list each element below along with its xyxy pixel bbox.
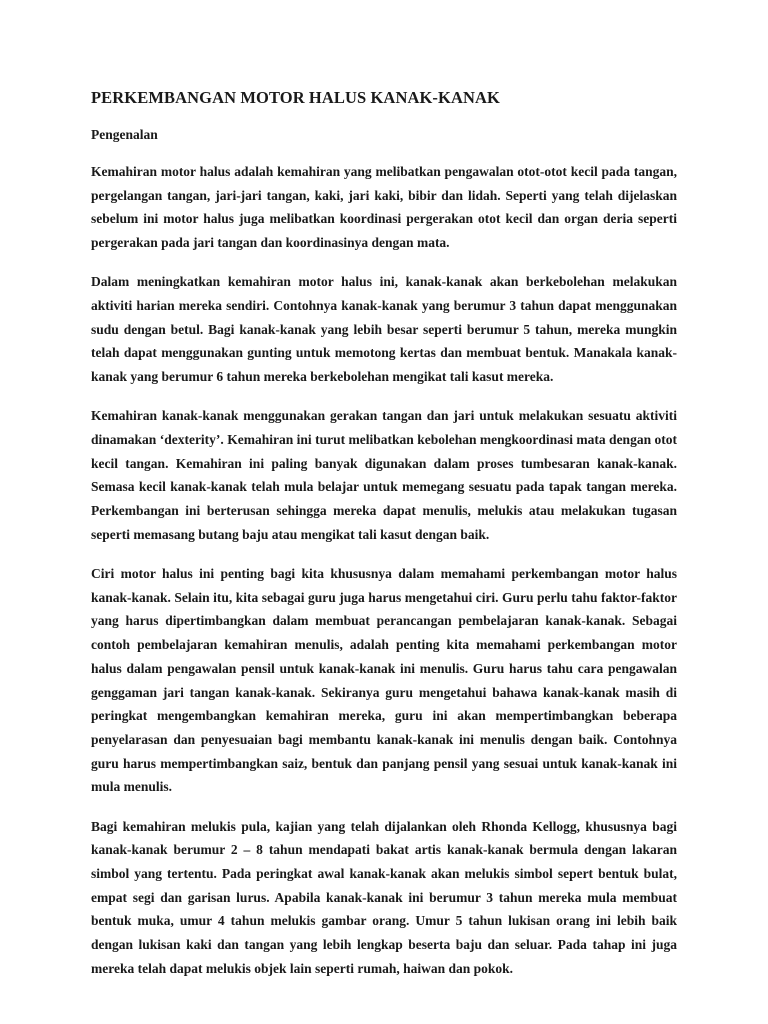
document-title: PERKEMBANGAN MOTOR HALUS KANAK-KANAK (91, 88, 500, 107)
paragraph-2: Dalam meningkatkan kemahiran motor halus ini, kanak-kanak akan berkebolehan melakukan aktiviti harian mereka sendiri. Contohnya kanak-kanak yang berumur 3 tahun dapat menggunakan sudu dengan betul. Bagi kanak-kanak yang lebih besar seperti berumur 5 tahun, mereka mungkin telah dapat menggunakan gunting untuk memotong kertas dan membuat bentuk. Manakala kanak-kanak yang berumur 6 tahun mereka berkebolehan mengikat tali kasut mereka. (91, 274, 677, 385)
paragraph-3: Kemahiran kanak-kanak menggunakan gerakan tangan dan jari untuk melakukan sesuatu aktiviti dinamakan ‘dexterity’. Kemahiran ini turut melibatkan kebolehan mengkoordinasi mata dengan otot kecil tangan. Kemahiran ini paling banyak digunakan dalam proses tumbesaran kanak-kanak. Semasa kecil kanak-kanak telah mula belajar untuk memegang sesuatu pada tapak tangan mereka. Perkembangan ini berterusan sehingga mereka dapat menulis, melukis atau melakukan tugasan seperti memasang butang baju atau mengikat tali kasut dengan baik. (91, 408, 677, 542)
section-heading-pengenalan: Pengenalan (91, 127, 158, 142)
paragraph-5: Bagi kemahiran melukis pula, kajian yang telah dijalankan oleh Rhonda Kellogg, khususnya bagi kanak-kanak berumur 2 – 8 tahun mendapati bakat artis kanak-kanak bermula dengan lakaran simbol yang tertentu. Pada peringkat awal kanak-kanak akan melukis simbol sepert bentuk bulat, empat segi dan garisan lurus. Apabila kanak-kanak ini berumur 3 tahun mereka mula membuat bentuk muka, umur 4 tahun melukis gambar orang. Umur 5 tahun lukisan orang ini lebih baik dengan lukisan kaki dan tangan yang lebih lengkap beserta baju dan seluar. Pada tahap ini juga mereka telah dapat melukis objek lain seperti rumah, haiwan dan pokok. (91, 818, 677, 976)
paragraph-1: Kemahiran motor halus adalah kemahiran yang melibatkan pengawalan otot-otot kecil pada tangan, pergelangan tangan, jari-jari tangan, kaki, jari kaki, bibir dan lidah. Seperti yang telah dijelaskan sebelum ini motor halus juga melibatkan koordinasi pergerakan otot kecil dan organ deria seperti pergerakan pada jari tangan dan koordinasinya dengan mata. (91, 164, 677, 251)
paragraph-4: Ciri motor halus ini penting bagi kita khususnya dalam memahami perkembangan motor halus kanak-kanak. Selain itu, kita sebagai guru juga harus mengetahui ciri. Guru perlu tahu faktor-faktor yang harus dipertimbangkan dalam membuat perancangan pembelajaran kanak-kanak. Sebagai contoh pembelajaran kemahiran menulis, adalah penting kita memahami perkembangan motor halus dalam pengawalan pensil untuk kanak-kanak ini menulis. Guru harus tahu cara pengawalan genggaman jari tangan kanak-kanak. Sekiranya guru mengetahui bahawa kanak-kanak masih di peringkat mengembangkan kemahiran mereka, guru ini akan mempertimbangkan beberapa penyelarasan dan penyesuaian bagi membantu kanak-kanak ini menulis dengan baik. Contohnya guru harus mempertimbangkan saiz, bentuk dan panjang pensil yang sesuai untuk kanak-kanak ini mula menulis. (91, 566, 677, 795)
